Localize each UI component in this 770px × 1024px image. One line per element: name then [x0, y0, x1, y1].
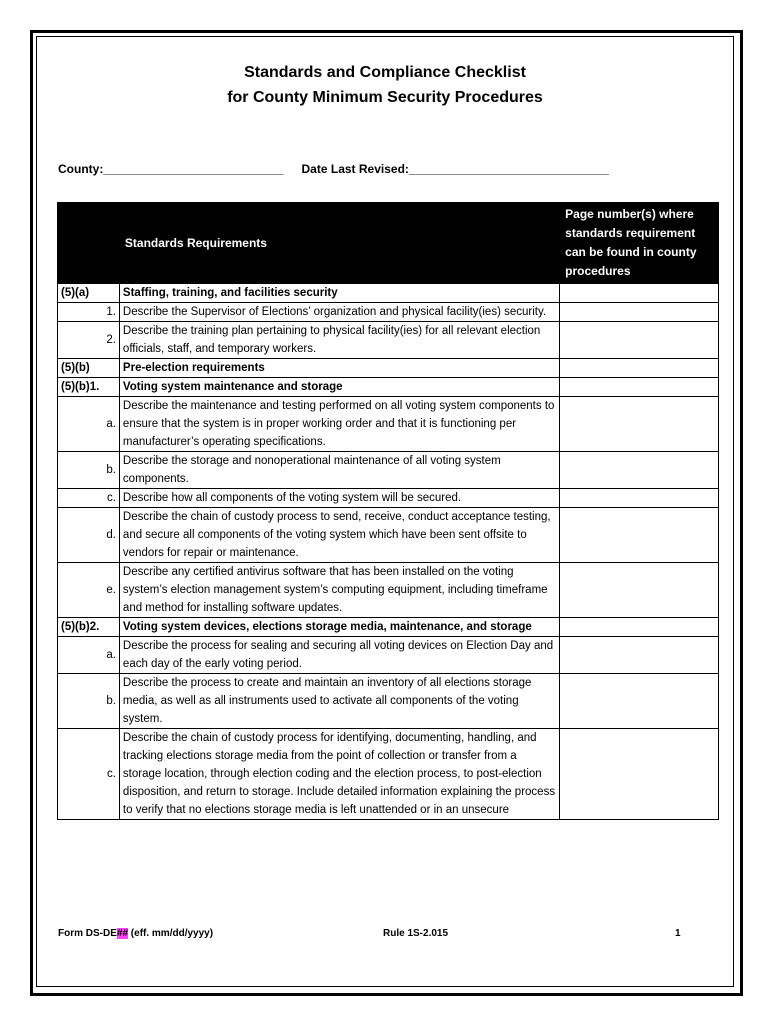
table-row [58, 303, 719, 322]
footer-page-number: 1 [675, 928, 681, 939]
section-row [58, 359, 719, 378]
header-page-numbers: Page number(s) where standards requirement can be found in county procedures [560, 203, 719, 284]
row-page-number-cell[interactable] [560, 637, 719, 674]
row-requirement-text: Describe how all components of the voting system will be secured. [119, 489, 559, 508]
row-code: b. [58, 452, 120, 489]
row-page-number-cell[interactable] [560, 303, 719, 322]
row-code: a. [58, 637, 120, 674]
row-requirement-text: Voting system devices, elections storage media, maintenance, and storage [119, 618, 559, 637]
form-id-prefix: Form DS-DE [58, 928, 117, 939]
form-id-suffix: (eff. mm/dd/yyyy) [128, 928, 214, 939]
row-code: 2. [58, 322, 120, 359]
row-page-number-cell[interactable] [560, 563, 719, 618]
row-page-number-cell[interactable] [560, 322, 719, 359]
row-requirement-text: Describe the chain of custody process to send, receive, conduct acceptance testing, and secure all components of the voting system which have been sent offsite to vendors for repair or maintenance. [119, 508, 559, 563]
row-code: (5)(b) [58, 359, 120, 378]
row-page-number-cell[interactable] [560, 489, 719, 508]
header-code-column [58, 203, 120, 284]
row-requirement-text: Voting system maintenance and storage [119, 378, 559, 397]
title-line-2: for County Minimum Security Procedures [227, 89, 543, 106]
row-page-number-cell[interactable] [560, 508, 719, 563]
row-code: a. [58, 397, 120, 452]
row-requirement-text: Describe the Supervisor of Elections’ organization and physical facility(ies) security. [119, 303, 559, 322]
table-row [58, 729, 719, 820]
row-code: (5)(a) [58, 284, 120, 303]
title-line-1: Standards and Compliance Checklist [244, 64, 526, 81]
row-code: b. [58, 674, 120, 729]
row-requirement-text: Describe the process to create and maintain an inventory of all elections storage media, as well as all instruments used to activate all components of the voting system. [119, 674, 559, 729]
row-code: c. [58, 729, 120, 820]
table-row [58, 674, 719, 729]
county-field-label[interactable]: County:___________________________ [58, 162, 284, 176]
row-requirement-text: Describe the storage and nonoperational maintenance of all voting system components. [119, 452, 559, 489]
row-requirement-text: Describe the chain of custody process for identifying, documenting, handling, and tracking elections storage media from the point of collection or transfer from a storage location, through election coding and the election process, to post-election disposition, and return to storage. Include detailed information explaining the process to verify that no elections storage media is left unattended or in an unsecure [119, 729, 559, 820]
row-page-number-cell[interactable] [560, 397, 719, 452]
row-code: (5)(b)2. [58, 618, 120, 637]
table-row [58, 397, 719, 452]
row-requirement-text: Describe any certified antivirus software that has been installed on the voting system’s election management system’s computing equipment, including timeframe and method for installing software updates. [119, 563, 559, 618]
header-standards-requirements: Standards Requirements [119, 203, 559, 284]
row-page-number-cell[interactable] [560, 674, 719, 729]
date-revised-field-label[interactable]: Date Last Revised:______________________________ [301, 162, 610, 176]
section-row [58, 378, 719, 397]
checklist-table [57, 202, 719, 820]
row-requirement-text: Describe the maintenance and testing performed on all voting system components to ensure that the system is in proper working order and that it is functioning per manufacturer’s operating specifications. [119, 397, 559, 452]
table-body [58, 284, 719, 820]
footer-rule: Rule 1S-2.015 [383, 928, 449, 939]
row-page-number-cell[interactable] [560, 378, 719, 397]
row-page-number-cell[interactable] [560, 452, 719, 489]
row-code: 1. [58, 303, 120, 322]
row-requirement-text: Pre-election requirements [119, 359, 559, 378]
section-row [58, 618, 719, 637]
section-row [58, 284, 719, 303]
row-code: e. [58, 563, 120, 618]
table-row [58, 563, 719, 618]
row-page-number-cell[interactable] [560, 618, 719, 637]
row-code: d. [58, 508, 120, 563]
row-page-number-cell[interactable] [560, 729, 719, 820]
row-requirement-text: Describe the process for sealing and securing all voting devices on Election Day and each day of the early voting period. [119, 637, 559, 674]
table-row [58, 322, 719, 359]
form-id-highlight: ## [116, 928, 129, 939]
table-row [58, 637, 719, 674]
row-code: c. [58, 489, 120, 508]
table-row [58, 452, 719, 489]
row-page-number-cell[interactable] [560, 284, 719, 303]
document-title [36, 60, 734, 110]
table-header-row [58, 203, 719, 284]
table-row [58, 489, 719, 508]
table-row [58, 508, 719, 563]
row-code: (5)(b)1. [58, 378, 120, 397]
footer-form-id [58, 928, 213, 939]
county-date-line [58, 162, 609, 176]
row-page-number-cell[interactable] [560, 359, 719, 378]
row-requirement-text: Staffing, training, and facilities security [119, 284, 559, 303]
row-requirement-text: Describe the training plan pertaining to physical facility(ies) for all relevant election officials, staff, and temporary workers. [119, 322, 559, 359]
